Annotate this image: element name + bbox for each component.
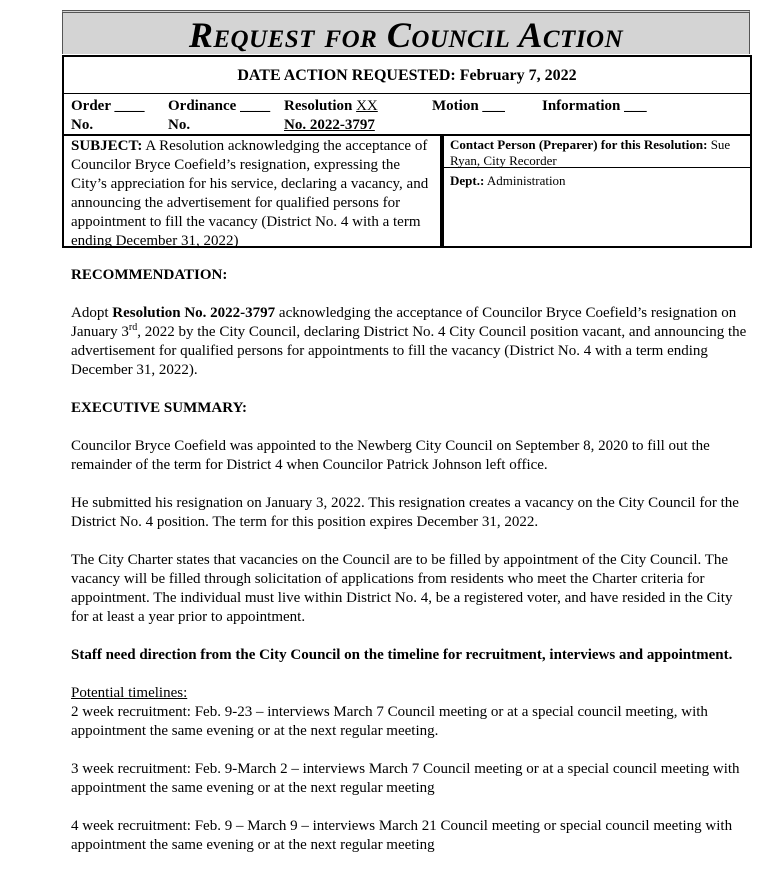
column-divider xyxy=(440,134,444,247)
timeline-2-week: 2 week recruitment: Feb. 9-23 – interviews March 7 Council meeting or at a special council meeting, with appointment the same evening or at the next regular meeting. xyxy=(71,704,708,739)
action-type-row xyxy=(64,94,750,136)
resolution-number: No. 2022-3797 xyxy=(284,117,375,133)
timelines-label: Potential timelines: xyxy=(71,685,188,701)
information-field: Information ___ xyxy=(542,98,647,114)
summary-paragraph-2: He submitted his resignation on January 3, 2022. This resignation creates a vacancy on the City Council for the District No. 4 position. The term for this position expires December 31, 2022. xyxy=(71,495,739,530)
recommendation-text: Adopt Resolution No. 2022-3797 acknowledging the acceptance of Councilor Bryce Coefield’s resignation on January 3rd, 2022 by the City Council, declaring District No. 4 City Council position vacant, and announcing the advertisement for qualified persons for appointments to fill the vacancy (District No. 4 with a term ending December 31, 2022). xyxy=(71,305,747,378)
contact-divider xyxy=(444,167,750,168)
ordinance-field: Ordinance ____ No. xyxy=(168,98,271,133)
executive-summary-heading: EXECUTIVE SUMMARY: xyxy=(71,400,248,416)
staff-direction: Staff need direction from the City Council on the timeline for recruitment, interviews and appointment. xyxy=(71,647,733,663)
recommendation-heading: RECOMMENDATION: xyxy=(71,267,228,283)
department: Dept.: Administration xyxy=(450,173,566,188)
subject-label: SUBJECT: xyxy=(71,138,143,154)
date-action-requested: DATE ACTION REQUESTED: February 7, 2022 xyxy=(64,57,750,94)
header-form-box xyxy=(62,55,752,248)
resolution-field: Resolution XX No. 2022-3797 xyxy=(284,98,378,133)
summary-paragraph-1: Councilor Bryce Coefield was appointed to the Newberg City Council on September 8, 2020 to fill out the remainder of the term for District 4 when Councilor Patrick Johnson left office. xyxy=(71,438,710,473)
timeline-3-week: 3 week recruitment: Feb. 9-March 2 – interviews March 7 Council meeting or at a special council meeting with appointment the same evening or at the next regular meeting xyxy=(71,761,740,796)
document-body xyxy=(71,266,751,855)
subject-text: A Resolution acknowledging the acceptance of Councilor Bryce Coefield’s resignation, expressing the City’s appreciation for his service, declaring a vacancy, and announcing the advertisement for qualified persons for appointment to fill the vacancy (District No. 4 with a term ending December 31, 2022) xyxy=(71,138,429,249)
resolution-mark: XX xyxy=(356,98,378,114)
summary-paragraph-3: The City Charter states that vacancies on the Council are to be filled by appointment of the City Council. The vacancy will be filled through solicitation of applications from residents who meet the Charter criteria for appointment. The individual must live within District No. 4, be a registered voter, and have resided in the City for at least a year prior to appointment. xyxy=(71,552,733,625)
document-title: Request for Council Action xyxy=(188,15,624,55)
subject-block xyxy=(71,137,439,251)
contact-person: Contact Person (Preparer) for this Resolution: Sue Ryan, City Recorder xyxy=(450,137,731,168)
document-title-bar xyxy=(62,10,750,54)
order-field: Order ____ No. xyxy=(71,98,145,133)
motion-field: Motion ___ xyxy=(432,98,505,114)
timeline-4-week: 4 week recruitment: Feb. 9 – March 9 – interviews March 21 Council meeting or special council meeting with appointment the same evening or at the next regular meeting xyxy=(71,818,733,853)
contact-value: Sue Ryan, City Recorder xyxy=(450,137,731,168)
